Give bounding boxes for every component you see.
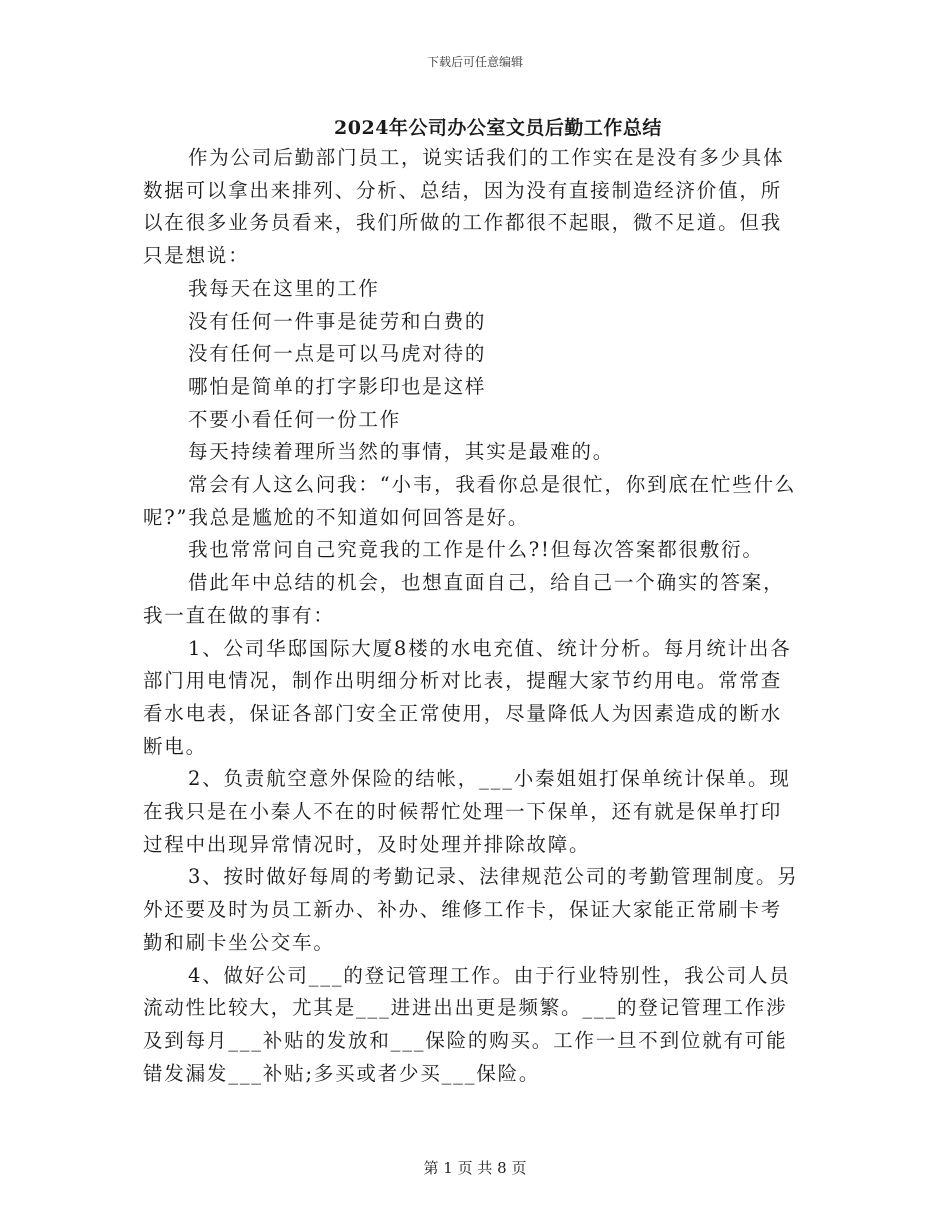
body-paragraph: 2、负责航空意外保险的结帐，___小秦姐姐打保单统计保单。现在我只是在小秦人不在的时候帮忙处理一下保单，还有就是保单打印过程中出现异常情况时，及时处理并排除故障。 <box>143 767 791 856</box>
page-number: 第 1 页 共 8 页 <box>423 1159 527 1177</box>
body-paragraph: 没有任何一点是可以马虎对待的 <box>188 342 487 366</box>
body-paragraph: 没有任何一件事是徒劳和白费的 <box>188 309 487 333</box>
body-paragraph: 不要小看任何一份工作 <box>188 407 402 431</box>
body-paragraph: 哪怕是简单的打字影印也是这样 <box>188 374 487 398</box>
body-paragraph: 3、按时做好每周的考勤记录、法律规范公司的考勤管理制度。另外还要及时为员工新办、补办、维修工作卡，保证大家能正常刷卡考勤和刷卡坐公交车。 <box>143 865 799 954</box>
body-paragraph: 1、公司华邸国际大厦8楼的水电充值、统计分析。每月统计出各部门用电情况，制作出明细分析对比表，提醒大家节约用电。常常查看水电表，保证各部门安全正常使用，尽量降低人为因素造成的断水断电。 <box>143 636 792 758</box>
body-paragraph: 4、做好公司___的登记管理工作。由于行业特别性，我公司人员流动性比较大，尤其是___进进出出更是频繁。___的登记管理工作涉及到每月___补贴的发放和___保险的购买。工作一旦不到位就有可能错发漏发___补贴;多买或者少买___保险。 <box>143 963 791 1085</box>
body-paragraph: 作为公司后勤部门员工，说实话我们的工作实在是没有多少具体数据可以拿出来排列、分析、总结，因为没有直接制造经济价值，所以在很多业务员看来，我们所做的工作都很不起眼，微不足道。但我只是想说： <box>143 146 785 268</box>
header-note: 下载后可任意编辑 <box>426 55 523 69</box>
body-paragraph: 我每天在这里的工作 <box>188 276 380 300</box>
body-paragraph: 我也常常问自己究竟我的工作是什么?!但每次答案都很敷衍。 <box>188 538 764 562</box>
body-paragraph: 常会有人这么问我：“小韦，我看你总是很忙，你到底在忙些什么呢?”我总是尴尬的不知道如何回答是好。 <box>143 473 797 529</box>
body-paragraph: 每天持续着理所当然的事情，其实是最难的。 <box>188 440 615 464</box>
document-title: 2024年公司办公室文员后勤工作总结 <box>334 117 662 139</box>
document-body <box>143 142 803 1090</box>
body-paragraph: 借此年中总结的机会，也想直面自己，给自己一个确实的答案，我一直在做的事有： <box>143 571 785 627</box>
